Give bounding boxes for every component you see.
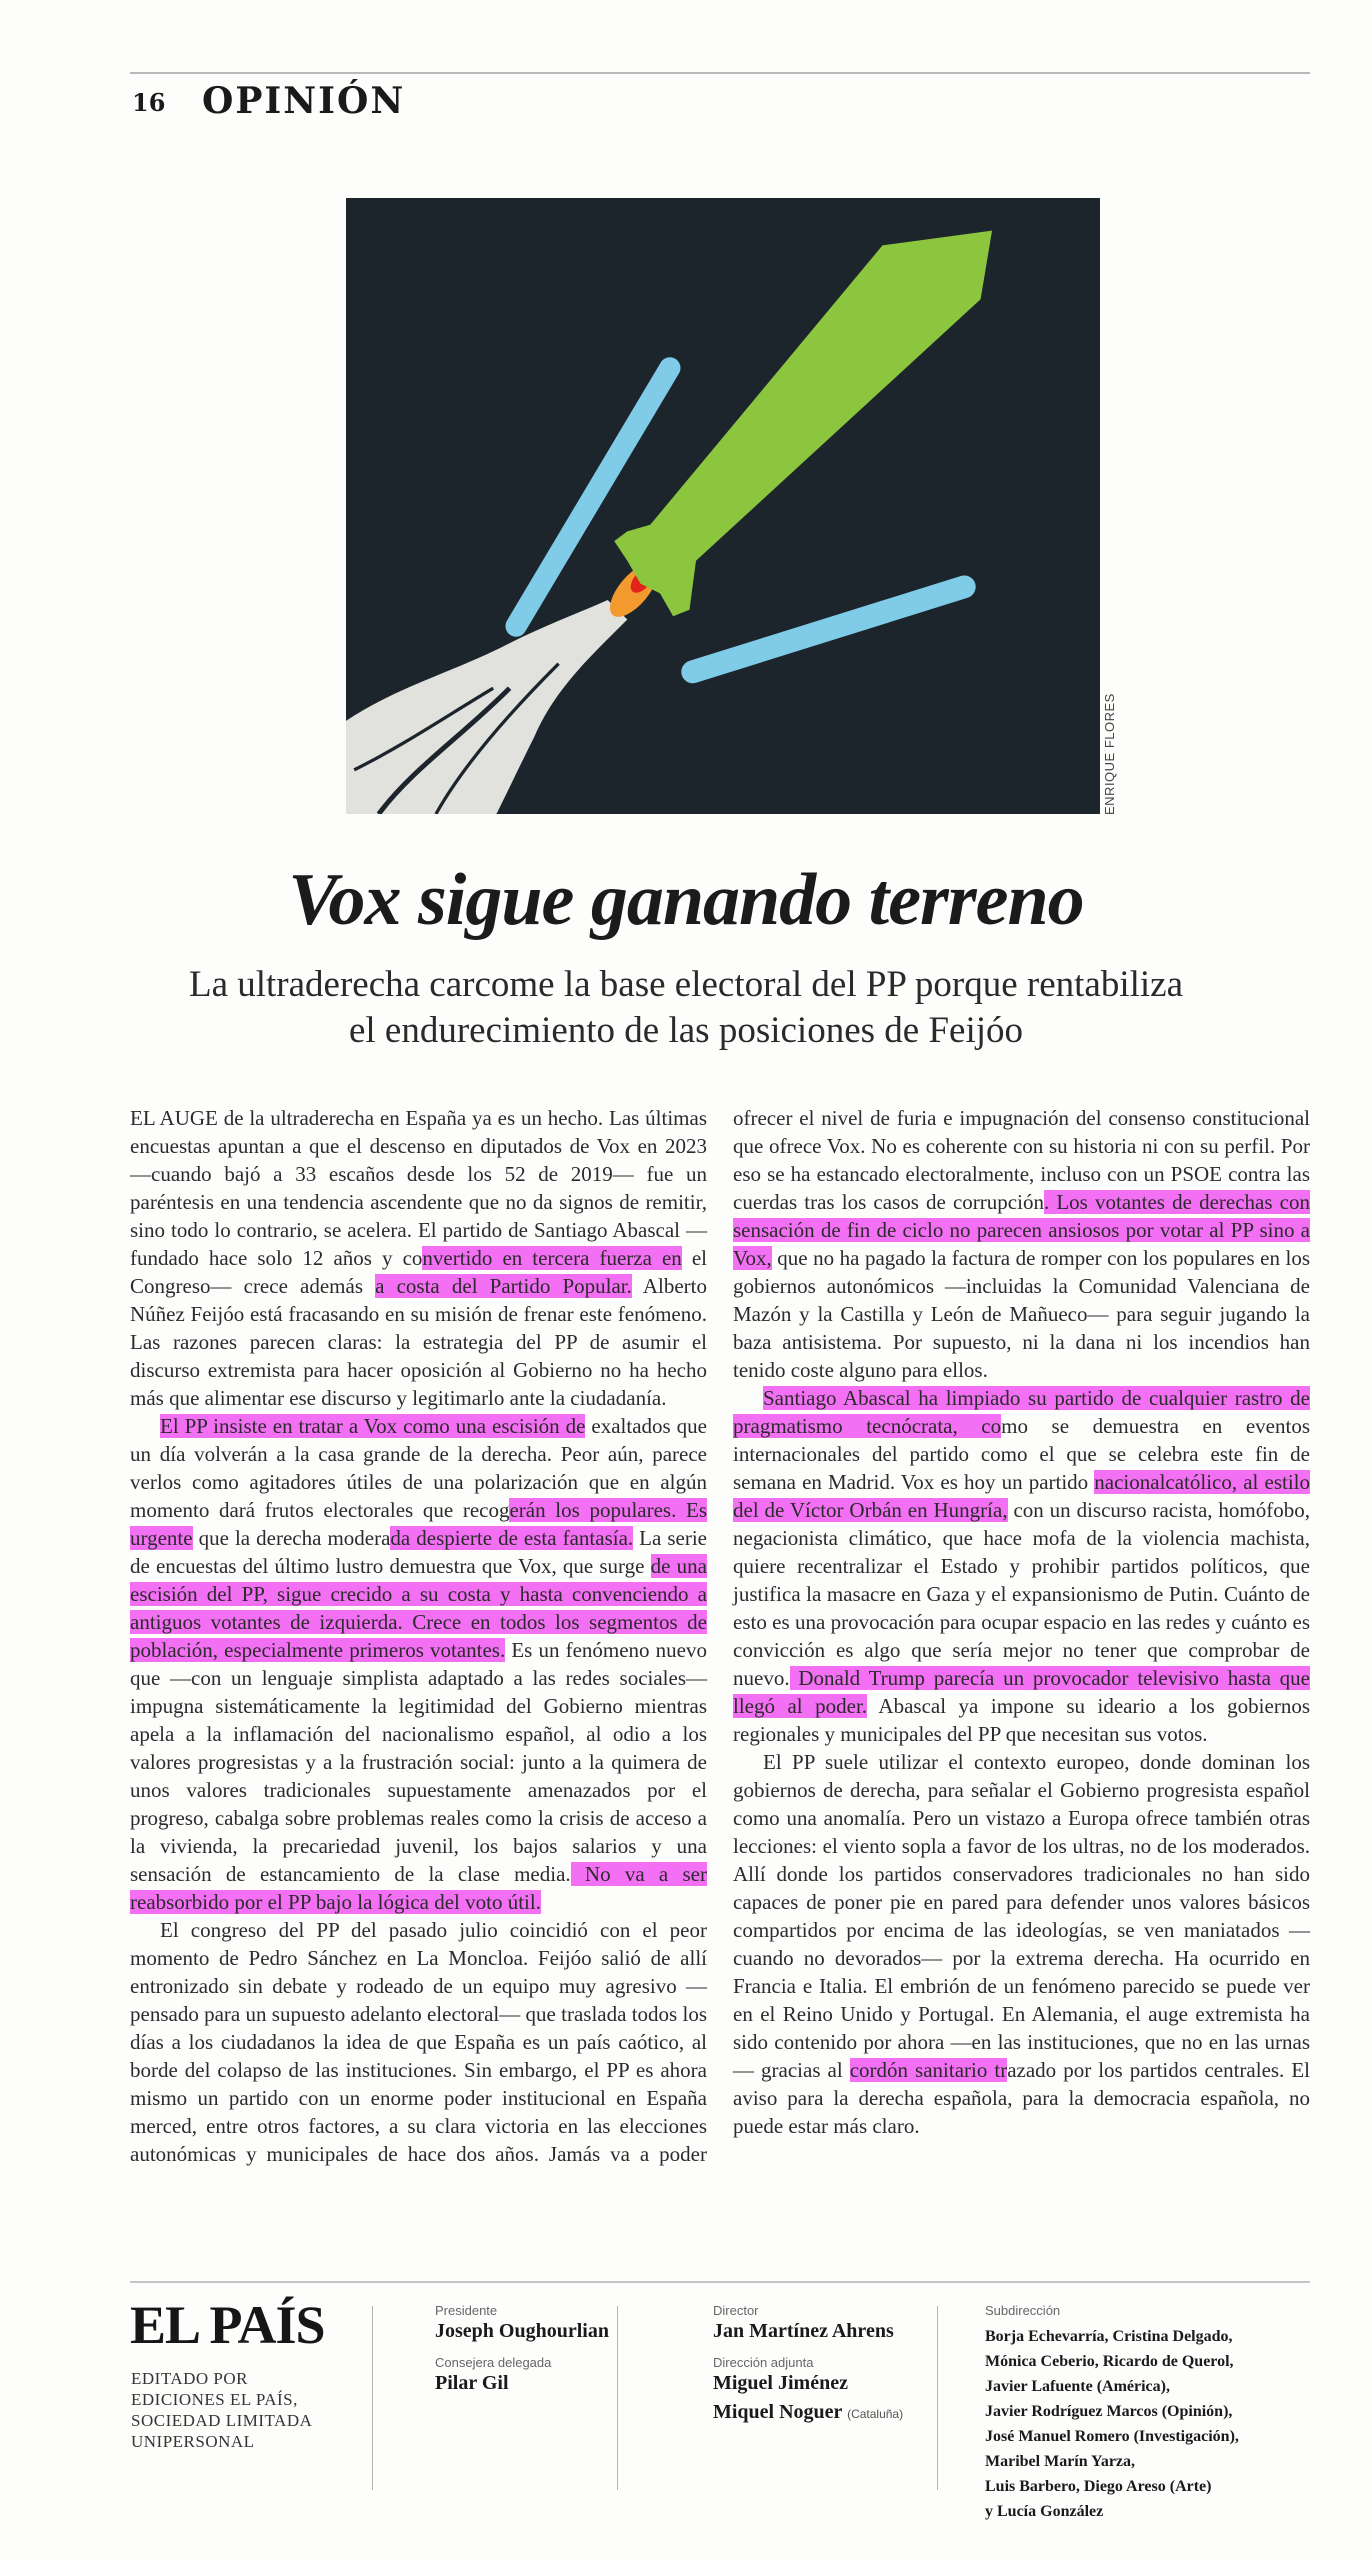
deputy-region: (Cataluña) bbox=[847, 2407, 904, 2421]
subdirection-line: Javier Rodríguez Marcos (Opinión), bbox=[985, 2403, 1233, 2420]
page-number: 16 bbox=[132, 88, 166, 117]
footer-divider bbox=[937, 2306, 938, 2490]
publisher-imprint bbox=[131, 2368, 312, 2452]
article-paragraph bbox=[130, 1104, 707, 1412]
body-text: El PP suele utilizar el contexto europeo, donde dominan los gobiernos de derecha, para señalar el Gobierno progresista español como una anomalía. Pero un vistazo a Europa ofrece también otras lecciones: el viento sopla a favor de los ultras, no de los moderados. Allí donde los partidos conservadores tradicionales no han sido capaces de poner pie en pared para defender unos valores básicos compartidos por encima de las ideologías, se ven maniatados —cuando no devorados— por la extrema derecha. Ha ocurrido en Francia e Italia. El embrión de un fenómeno parecido se puede ver en el Reino Unido y Portugal. En Alemania, el auge extremista ha sido contenido por ahora —en las instituciones, que no en las urnas— gracias al bbox=[733, 1750, 1310, 2082]
body-text: con un discurso racista, homófobo, negacionista climático, que hace mofa de la violencia machista, quiere recentralizar el Estado y prohibir partidos políticos, que justifica la masacre en Gaza y el expansionismo de Putin. Cuánto de esto es una provocación para ocupar espacio en las redes y cuánto es convicción es algo que sería mejor no tener que comprobar de nuevo. bbox=[733, 1498, 1310, 1690]
body-text: El congreso del PP del pasado julio coincidió con el peor momento de Pedro Sánchez en La Moncloa. Feijóo salió de allí entronizado sin debate y rodeado de un equipo muy agresivo —pensado para un supuesto adelanto electoral— que traslada todos los días a los ciudadanos la idea de que España es un país caótico, al borde del colapso de las instituciones. Sin embargo, el PP es ahora mismo un partido con un enorme poder institucional en España merced, entre otros factores, a su clara victoria en las elecciones autonómicas y municipales de hace dos años. Jamás va a poder ofrecer el nivel de furia e impugnación del consenso constitucional que ofrece Vox. No es coherente con su historia ni con su perfil. Por eso se ha estancado electoralmente, incluso con un PSOE contra las cuerdas tras los casos de corrupción bbox=[130, 1106, 1310, 2166]
footer-rule bbox=[130, 2281, 1310, 2283]
president-label: Presidente bbox=[435, 2303, 498, 2318]
imprint-line: UNIPERSONAL bbox=[131, 2432, 255, 2451]
article-paragraph bbox=[733, 1748, 1310, 2140]
highlighted-text: da despierte de esta fantasía. bbox=[390, 1526, 634, 1550]
body-text: que no ha pagado la factura de romper con los populares en los gobiernos autonómicos —incluidas la Comunidad Valenciana de Mazón y la Castilla y León de Mañueco— para seguir jugando la baza antisistema. Por supuesto, ni la dana ni los incendios han tenido coste alguno para ellos. bbox=[733, 1246, 1310, 1382]
headline: Vox sigue ganando terreno bbox=[288, 859, 1084, 941]
body-text: que la derecha modera bbox=[192, 1526, 391, 1550]
footer-divider bbox=[617, 2306, 618, 2490]
subdirection-line: Mónica Ceberio, Ricardo de Querol, bbox=[985, 2353, 1234, 2370]
director-label: Director bbox=[713, 2303, 759, 2318]
deputy-name: Miguel Jiménez bbox=[713, 2372, 848, 2394]
highlighted-text: de una escisión del PP, sigue crecido a su costa y hasta convenciendo a antiguos votantes de izquierda. Crece en todos los segmentos de población, especialmente primeros votantes. bbox=[130, 1554, 707, 1662]
article-body bbox=[130, 1104, 1310, 2168]
masthead-column-2 bbox=[713, 2303, 903, 2436]
rocket-illustration bbox=[346, 198, 1100, 814]
body-text: azado por los partidos centrales. El aviso para la derecha española, para la democracia española, no puede estar más claro. bbox=[733, 2058, 1310, 2138]
subheadline-line: el endurecimiento de las posiciones de Feijóo bbox=[348, 1010, 1024, 1051]
body-text: La serie de encuestas del último lustro demuestra que Vox, que surge bbox=[130, 1526, 707, 1578]
highlighted-text: nacionalcatólico, al estilo del de Víctor Orbán en Hungría, bbox=[733, 1470, 1310, 1522]
deputy-label: Dirección adjunta bbox=[713, 2355, 814, 2370]
president-name: Joseph Oughourlian bbox=[435, 2320, 609, 2342]
body-text: el Congreso— crece además bbox=[130, 1246, 708, 1298]
subheadline-line: La ultraderecha carcome la base electoral del PP porque rentabiliza bbox=[188, 964, 1184, 1005]
highlighted-text: No va a ser reabsorbido por el PP bajo la lógica del voto útil. bbox=[130, 1862, 707, 1914]
body-text: exaltados que un día volverán a la casa grande de la derecha. Peor aún, parece verlos como agitadores útiles de una polarización que en algún momento dará frutos electorales que recog bbox=[130, 1414, 707, 1522]
subheadline bbox=[100, 962, 1272, 1054]
subdirection-line: y Lucía González bbox=[985, 2503, 1104, 2520]
subdirection-label: Subdirección bbox=[985, 2303, 1061, 2318]
highlighted-text: erán los populares. Es urgente bbox=[130, 1498, 707, 1550]
subdirection-line: Luis Barbero, Diego Areso (Arte) bbox=[985, 2478, 1212, 2495]
imprint-line: EDITADO POR bbox=[131, 2369, 248, 2388]
masthead-column-1 bbox=[435, 2303, 609, 2407]
subdirection-line: Javier Lafuente (América), bbox=[985, 2378, 1170, 2395]
illustration-credit: ENRIQUE FLORES bbox=[1102, 693, 1117, 815]
el-pais-logo: EL PAÍS bbox=[130, 2295, 325, 2355]
subdirection-names bbox=[985, 2324, 1239, 2524]
body-text: Alberto Núñez Feijóo está fracasando en su misión de frenar este fenómeno. Las razones parecen claras: la estrategia del PP de asumir el discurso extremista para hacer oposición al Gobierno no ha hecho más que alimentar ese discurso y legitimarlo ante la ciudadanía. bbox=[130, 1274, 707, 1410]
highlighted-text: Santiago Abascal ha limpiado su partido de cualquier rastro de pragmatismo tecnócrata, co bbox=[733, 1386, 1310, 1438]
subdirection-line: José Manuel Romero (Investigación), bbox=[985, 2428, 1239, 2445]
body-text: Abascal ya impone su ideario a los gobiernos regionales y municipales del PP que necesitan sus votos. bbox=[733, 1694, 1310, 1746]
imprint-line: EDICIONES EL PAÍS, bbox=[131, 2390, 298, 2409]
imprint-line: SOCIEDAD LIMITADA bbox=[131, 2411, 313, 2430]
highlighted-text: nvertido en tercera fuerza en bbox=[422, 1246, 682, 1270]
highlighted-text: cordón sanitario tr bbox=[849, 2058, 1008, 2082]
footer-divider bbox=[372, 2306, 373, 2490]
article-paragraph bbox=[130, 1412, 707, 1916]
highlighted-text: Donald Trump parecía un provocador televisivo hasta que llegó al poder. bbox=[733, 1666, 1310, 1718]
ceo-name: Pilar Gil bbox=[435, 2372, 509, 2394]
highlighted-text: . Los votantes de derechas con sensación de fin de ciclo no parecen ansiosos por votar al PP sino a Vox, bbox=[733, 1190, 1310, 1270]
header-rule bbox=[130, 72, 1310, 74]
deputy-name bbox=[713, 2401, 903, 2424]
body-text: mo se demuestra en eventos internacionales del partido como el que se celebra este fin de semana en Madrid. Vox es hoy un partido bbox=[733, 1414, 1310, 1494]
director-name: Jan Martínez Ahrens bbox=[713, 2320, 894, 2342]
article-paragraph bbox=[733, 1384, 1310, 1748]
deputy-name-text: Miquel Noguer bbox=[713, 2401, 843, 2423]
highlighted-text: a costa del Partido Popular. bbox=[375, 1274, 632, 1298]
body-text: Es un fenómeno nuevo que —con un lenguaje simplista adaptado a las redes sociales— impugna sistemáticamente la legitimidad del Gobierno mientras apela a la inflamación del nacionalismo español, al odio a los valores progresistas y a la frustración social: junto a la quimera de unos valores tradicionales supuestamente amenazados por el progreso, cabalga sobre problemas reales como la crisis de acceso a la vivienda, la precariedad juvenil, los bajos salarios y una sensación de estancamiento de la clase media. bbox=[130, 1638, 707, 1886]
subdirection-line: Maribel Marín Yarza, bbox=[985, 2453, 1136, 2470]
masthead-column-3 bbox=[985, 2303, 1239, 2524]
section-title: OPINIÓN bbox=[202, 80, 406, 122]
ceo-label: Consejera delegada bbox=[435, 2355, 552, 2370]
subdirection-line: Borja Echevarría, Cristina Delgado, bbox=[985, 2328, 1233, 2345]
highlighted-text: El PP insiste en tratar a Vox como una escisión de bbox=[160, 1414, 586, 1438]
body-text: EL AUGE de la ultraderecha en España ya es un hecho. Las últimas encuestas apuntan a que el descenso en diputados de Vox en 2023 —cuando bajó a 33 escaños desde los 52 de 2019— fue un paréntesis en una tendencia ascendente que no da signos de remitir, sino todo lo contrario, se acelera. El partido de Santiago Abascal —fundado hace solo 12 años y co bbox=[130, 1106, 707, 1270]
